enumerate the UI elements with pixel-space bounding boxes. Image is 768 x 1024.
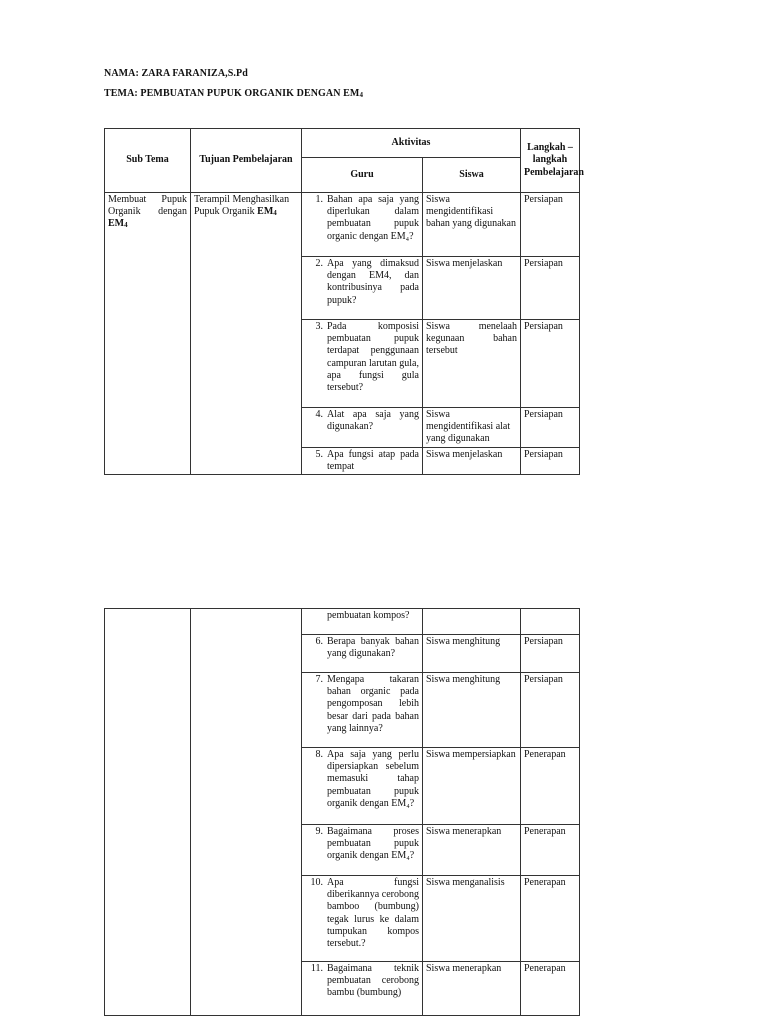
- langkah-cell: Persiapan: [521, 447, 580, 474]
- guru-cell: 6. Berapa banyak bahan yang digunakan?: [302, 635, 423, 673]
- table-row: [105, 609, 580, 635]
- tujuan-cell-continued: [191, 609, 302, 1016]
- header-tujuan: Tujuan Pembelajaran: [191, 129, 302, 193]
- guru-cell: 2. Apa yang dimaksud dengan EM4, dan kontribusinya pada pupuk?: [302, 257, 423, 320]
- siswa-cell: Siswa menelaah kegunaan bahan tersebut: [423, 320, 521, 408]
- langkah-cell: Penerapan: [521, 825, 580, 876]
- siswa-cell: Siswa menjelaskan: [423, 257, 521, 320]
- guru-cell: 7. Mengapa takaran bahan organic pada pengomposan lebih besar dari pada bahan yang lainnya?: [302, 673, 423, 748]
- header-langkah: Langkah – langkah Pembelajaran: [521, 129, 580, 193]
- lesson-table-page-2: [104, 608, 580, 1016]
- langkah-cell: Persiapan: [521, 635, 580, 673]
- siswa-cell: Siswa menghitung: [423, 673, 521, 748]
- siswa-cell: Siswa mempersiapkan: [423, 748, 521, 825]
- sub-tema-cell-continued: [105, 609, 191, 1016]
- guru-cell: pembuatan kompos?: [302, 609, 423, 635]
- header-sub-tema: Sub Tema: [105, 129, 191, 193]
- header-siswa: Siswa: [423, 158, 521, 193]
- langkah-cell: Persiapan: [521, 320, 580, 408]
- guru-cell: 11. Bagaimana teknik pembuatan cerobong bambu (bumbung): [302, 962, 423, 1016]
- langkah-cell: Penerapan: [521, 748, 580, 825]
- langkah-cell: Persiapan: [521, 673, 580, 748]
- siswa-cell: Siswa menerapkan: [423, 825, 521, 876]
- header-guru: Guru: [302, 158, 423, 193]
- lesson-table-page-1: [104, 128, 584, 475]
- guru-cell: 9. Bagaimana proses pembuatan pupuk organik dengan EM₄?: [302, 825, 423, 876]
- siswa-cell: Siswa mengidentifikasi bahan yang digunakan: [423, 193, 521, 257]
- guru-cell: 3. Pada komposisi pembuatan pupuk terdapat penggunaan campuran larutan gula, apa fungsi gula tersebut?: [302, 320, 423, 408]
- header-aktivitas: Aktivitas: [302, 129, 521, 158]
- siswa-cell: Siswa menjelaskan: [423, 447, 521, 474]
- siswa-cell: Siswa menghitung: [423, 635, 521, 673]
- guru-cell: 8. Apa saja yang perlu dipersiapkan sebelum memasuki tahap pembuatan pupuk organik dengan EM₄?: [302, 748, 423, 825]
- langkah-cell: Penerapan: [521, 962, 580, 1016]
- guru-cell: 5. Apa fungsi atap pada tempat: [302, 447, 423, 474]
- langkah-cell: Persiapan: [521, 257, 580, 320]
- siswa-cell: [423, 609, 521, 635]
- siswa-cell: Siswa menerapkan: [423, 962, 521, 1016]
- langkah-cell: Persiapan: [521, 408, 580, 448]
- teacher-name: NAMA: ZARA FARANIZA,S.Pd: [104, 68, 248, 79]
- sub-tema-cell: Membuat Pupuk Organik dengan EM4: [105, 193, 191, 475]
- siswa-cell: Siswa mengidentifikasi alat yang digunakan: [423, 408, 521, 448]
- guru-cell: 4. Alat apa saja yang digunakan?: [302, 408, 423, 448]
- siswa-cell: Siswa menganalisis: [423, 876, 521, 962]
- langkah-cell: [521, 609, 580, 635]
- guru-cell: 1. Bahan apa saja yang diperlukan dalam pembuatan pupuk organic dengan EM₄?: [302, 193, 423, 257]
- langkah-cell: Penerapan: [521, 876, 580, 962]
- theme-subscript: 4: [359, 91, 364, 99]
- guru-cell: 10. Apa fungsi diberikannya cerobong bamboo (bumbung) tegak lurus ke dalam tumpukan kompos tersebut.?: [302, 876, 423, 962]
- lesson-theme: TEMA: PEMBUATAN PUPUK ORGANIK DENGAN $EM_4$: [104, 88, 364, 99]
- table-row: [105, 193, 580, 257]
- tujuan-cell: Terampil Menghasilkan Pupuk Organik EM4: [191, 193, 302, 475]
- langkah-cell: Persiapan: [521, 193, 580, 257]
